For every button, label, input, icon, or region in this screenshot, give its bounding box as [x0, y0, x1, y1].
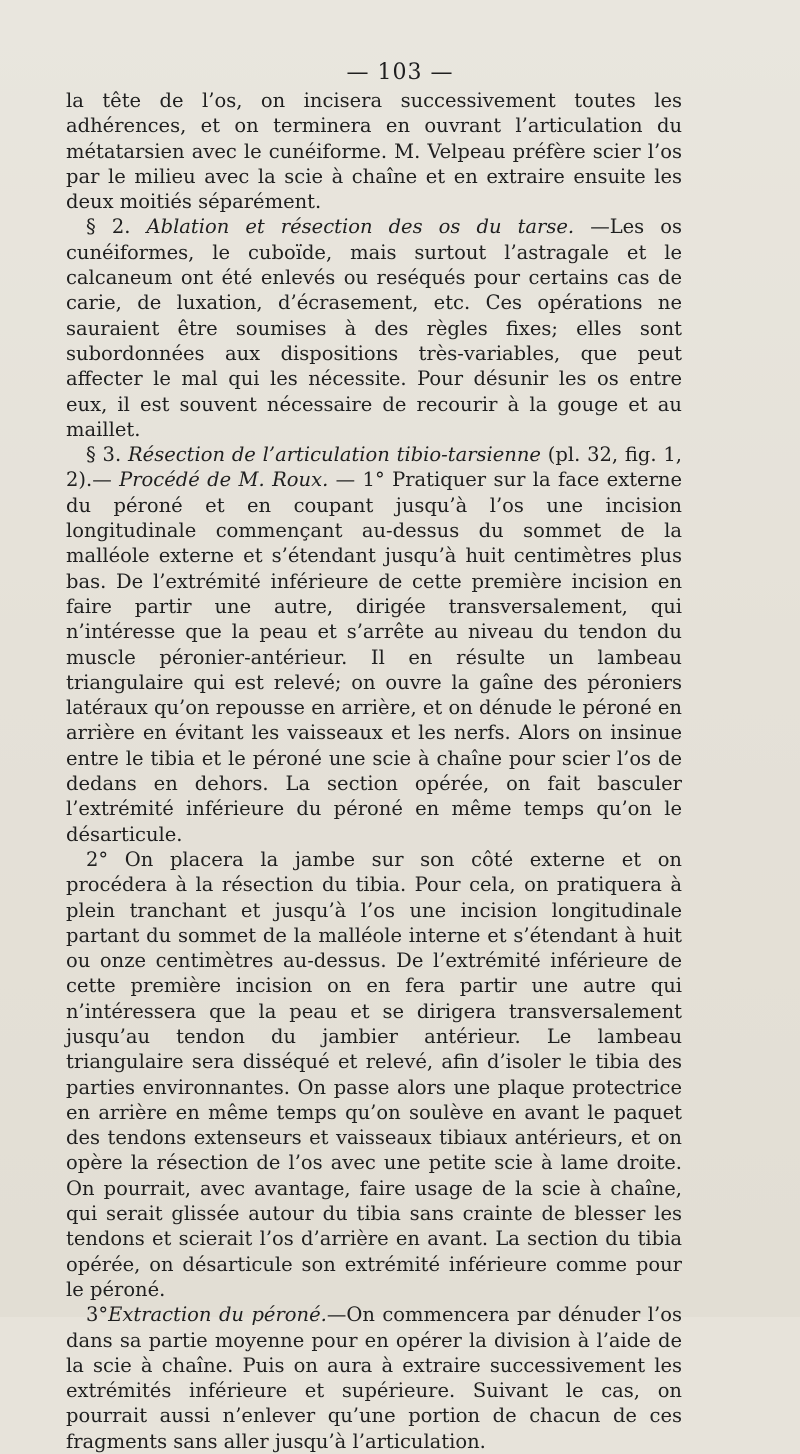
section-number: § 3. — [86, 443, 122, 467]
plate-reference: (pl. 32, fig. 1, 2).— — [66, 443, 683, 492]
paragraph-section-3 — [66, 442, 682, 847]
section-number: § 2. — [86, 215, 131, 239]
paragraph-text: la tête de l’os, on incisera successivement toutes les adhérences, et on terminera en ouvrant l’articulation du métatarsien avec le cunéiforme. M. Velpeau préfère scier l’os par le milieu avec la scie à chaîne et en extraire ensuite les deux moitiés séparément. — [66, 89, 682, 214]
paragraph-step-2 — [66, 847, 682, 1302]
paragraph-text: 2° On placera la jambe sur son côté externe et on procédera à la résection du tibia. Pour cela, on pratiquera à plein tranchant et jusqu’à l’os une incision longitudinale partant du sommet de la malléole interne et s’étendant à huit ou onze centimètres au-dessus. De l’extrémité inférieure de cette première incision on en fera partir une autre qui n’intéressera que la peau et se dirigera transversalement jusqu’au tendon du jambier antérieur. Le lambeau triangulaire sera disséqué et relevé, afin d’isoler le tibia des parties environnantes. On passe alors une plaque protectrice en arrière en même temps qu’on soulève en avant le paquet des tendons extenseurs et vaisseaux tibiaux antérieurs, et on opère la résection de l’os avec une petite scie à lame droite. On pourrait, avec avantage, faire usage de la scie à chaîne, qui serait glissée autour du tibia sans crainte de blesser les tendons et scierait l’os d’arrière en avant. La section du tibia opérée, on désarticule son extrémité inférieure comme pour le péroné. — [66, 847, 682, 1301]
section-title: Ablation et résection des os du tarse. — [146, 215, 575, 239]
paragraph-step-3 — [66, 1302, 682, 1454]
page-number: — 103 — — [346, 60, 454, 85]
paragraph-section-2 — [66, 214, 682, 442]
paragraph-text: — 1° Pratiquer sur la face externe du péroné et en coupant jusqu’à l’os une incision longitudinale commençant au-dessus du sommet de la malléole externe et s’étendant jusqu’à huit centimètres plus bas. De l’extrémité inférieure de cette première incision en faire partir une autre, dirigée transversalement, qui n’intéresse que la peau et s’arrête au niveau du tendon du muscle péronier-antérieur. Il en résulte un lambeau triangulaire qui est relevé; on ouvre la gaîne des péroniers latéraux qu’on repousse en arrière, et on dénude le péroné en arrière en évitant les vaisseaux et les nerfs. Alors on insinue entre le tibia et le péroné une scie à chaîne pour scier l’os de dedans en dehors. La section opérée, on fait basculer l’extrémité inférieure du péroné en même temps qu’on le désarticule. — [66, 468, 683, 846]
body-text — [66, 88, 682, 1454]
step-title: Extraction du péroné. — [108, 1303, 327, 1327]
section-title: Résection de l’articulation tibio-tarsienne — [127, 443, 541, 467]
procedure-title: Procédé de M. Roux. — [119, 468, 329, 492]
step-number: 3° — [86, 1303, 109, 1327]
paragraph-text: —Les os cunéiformes, le cuboïde, mais surtout l’astragale et le calcaneum ont été enlevés ou reséqués pour certains cas de carie, de luxation, d’écrasement, etc. Ces opérations ne sauraient être soumises à des règles fixes; elles sont subordonnées aux dispositions très-variables, que peut affecter le mal qui les nécessite. Pour désunir les os entre eux, il est souvent nécessaire de recourir à la gouge et au maillet. — [66, 215, 682, 441]
paragraph-text: —On commencera par dénuder l’os dans sa partie moyenne pour en opérer la division à l’aide de la scie à chaîne. Puis on aura à extraire successivement les extrémités inférieure et supérieure. Suivant le cas, on pourrait aussi n’enlever qu’une portion de chacun de ces fragments sans aller jusqu’à l’articulation. — [66, 1303, 682, 1453]
paragraph-continuation — [66, 88, 682, 214]
